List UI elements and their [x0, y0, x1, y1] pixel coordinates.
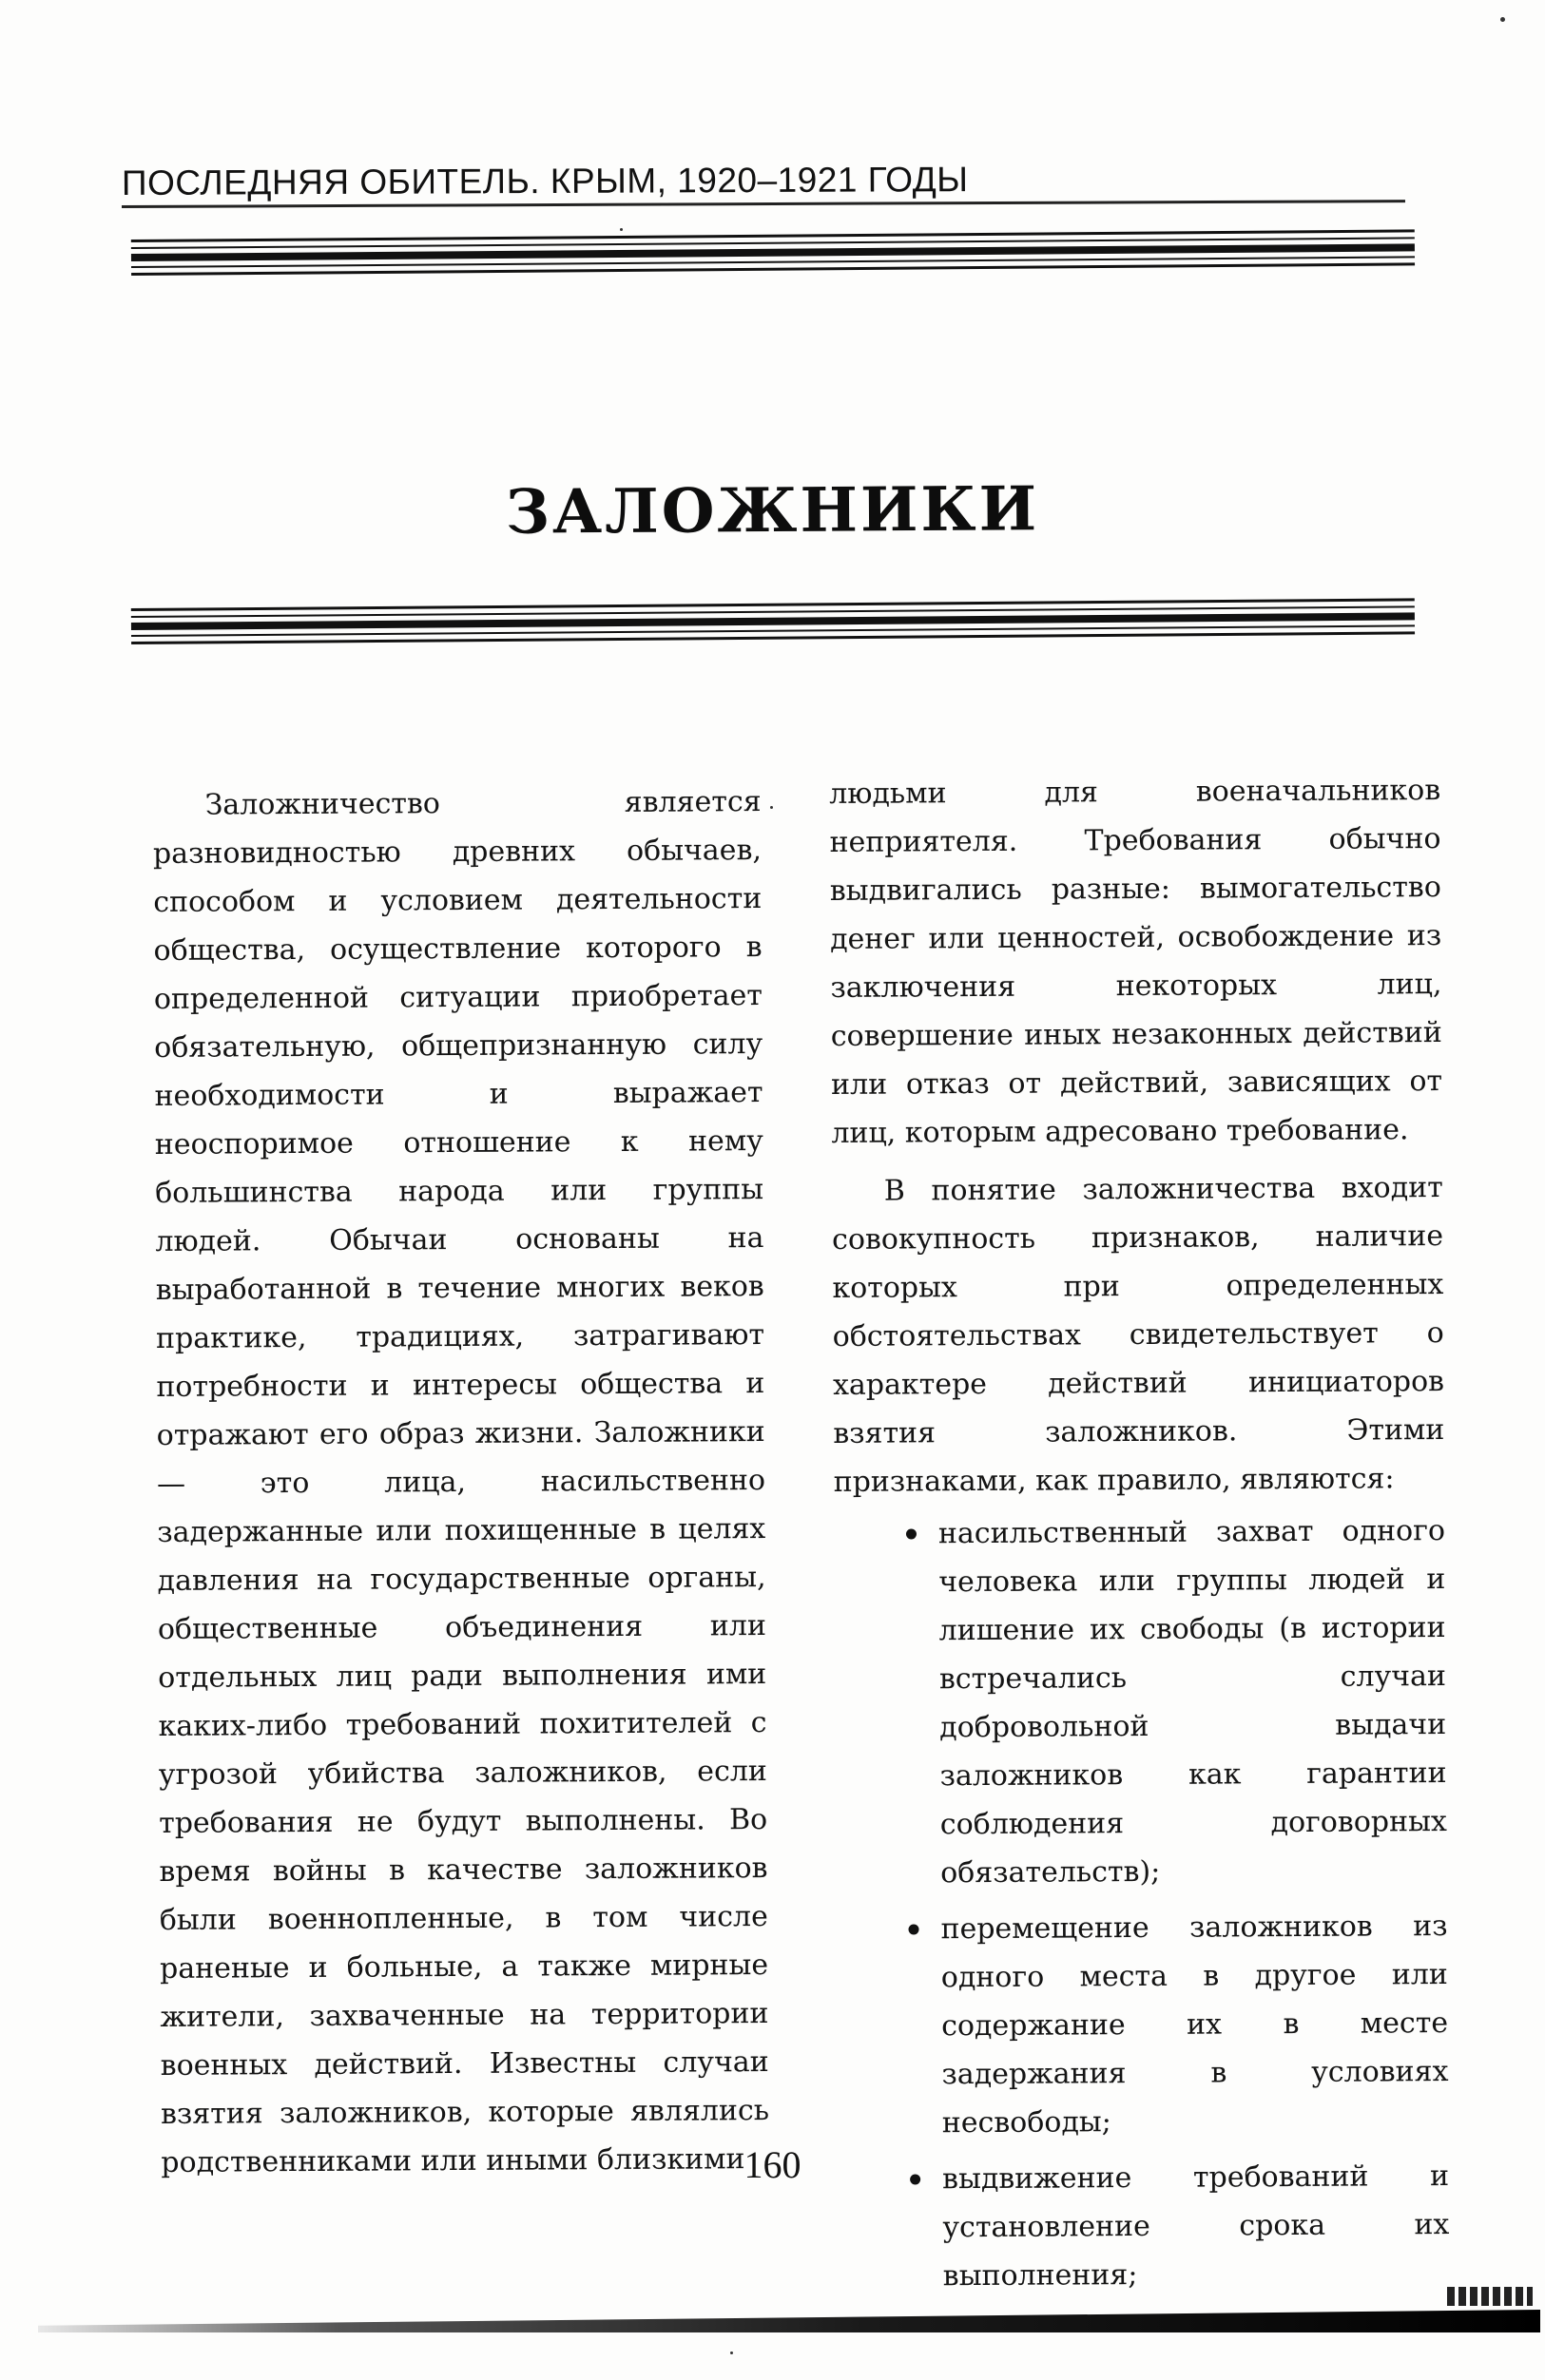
left-column — [152, 777, 769, 2187]
chapter-title: ЗАЛОЖНИКИ — [505, 473, 1040, 548]
top-decorative-rule — [131, 229, 1415, 287]
list-item-text: перемещение заложников из одного места в другое или содержание их в месте задержания в условиях несвободы; — [940, 1910, 1449, 2140]
scan-speck — [1500, 17, 1505, 22]
scan-speck — [770, 806, 773, 809]
scan-speck — [620, 228, 623, 231]
bottom-decorative-rule — [131, 598, 1415, 656]
right-column — [829, 766, 1450, 2309]
scan-bottom-edge — [38, 2310, 1540, 2332]
body-paragraph-continuation: людьми для военачальников неприятеля. Требования обычно выдвигались разные: вымогательство денег или ценностей, освобождение из заключения некоторых лиц, совершение иных незаконных действий или отказ от действий, зависящих от лиц, которым адресовано требование. — [829, 774, 1443, 1150]
list-item — [940, 1902, 1449, 2147]
scan-speck — [730, 2351, 733, 2354]
list-item — [938, 1507, 1447, 1897]
body-paragraph: Заложничество является разновидностью древних обычаев, способом и условием деятельности общества, осуществление которого в определенной ситуации приобретает обязательную, общепризнанную силу необходимости и выражает неоспоримое отношение к нему большинства народа или группы людей. Обычаи основаны на выработанной в течение многих веков практике, традициях, затрагивают потребности и интересы общества и отражают его образ жизни. Заложники — это лица, насильственно задержанные или похищенные в целях давления на государственные органы, общественные объединения или отдельных лиц ради выполнения ими каких-либо требований похитителей с угрозой убийства заложников, если требования не будут выполнены. Во время войны в качестве заложников были военнопленные, в том числе раненые и больные, а также мирные жители, захваченные на территории военных действий. Известны случаи взятия заложников, которые являлись родственниками или иными близкими — [152, 785, 770, 2179]
page-number: 160 — [744, 2143, 801, 2186]
list-item-text: насильственный захват одного человека или группы людей и лишение их свободы (в истории встречались случаи добровольной выдачи заложников как гарантии соблюдения договорных обязательств); — [937, 1514, 1447, 1891]
bullet-icon — [908, 1924, 918, 1934]
list-item-text: выдвижение требований и установление срока их выполнения; — [942, 2159, 1450, 2294]
running-head: ПОСЛЕДНЯЯ ОБИТЕЛЬ. КРЫМ, 1920–1921 ГОДЫ — [121, 160, 969, 202]
scan-artifact — [1447, 2287, 1533, 2306]
body-paragraph: В понятие заложничества входит совокупность признаков, наличие которых при определенных обстоятельствах свидетельствует о характере действий инициаторов взятия заложников. Этими признаками, как правило, являются: — [831, 1171, 1445, 1499]
bullet-icon — [906, 1528, 917, 1539]
